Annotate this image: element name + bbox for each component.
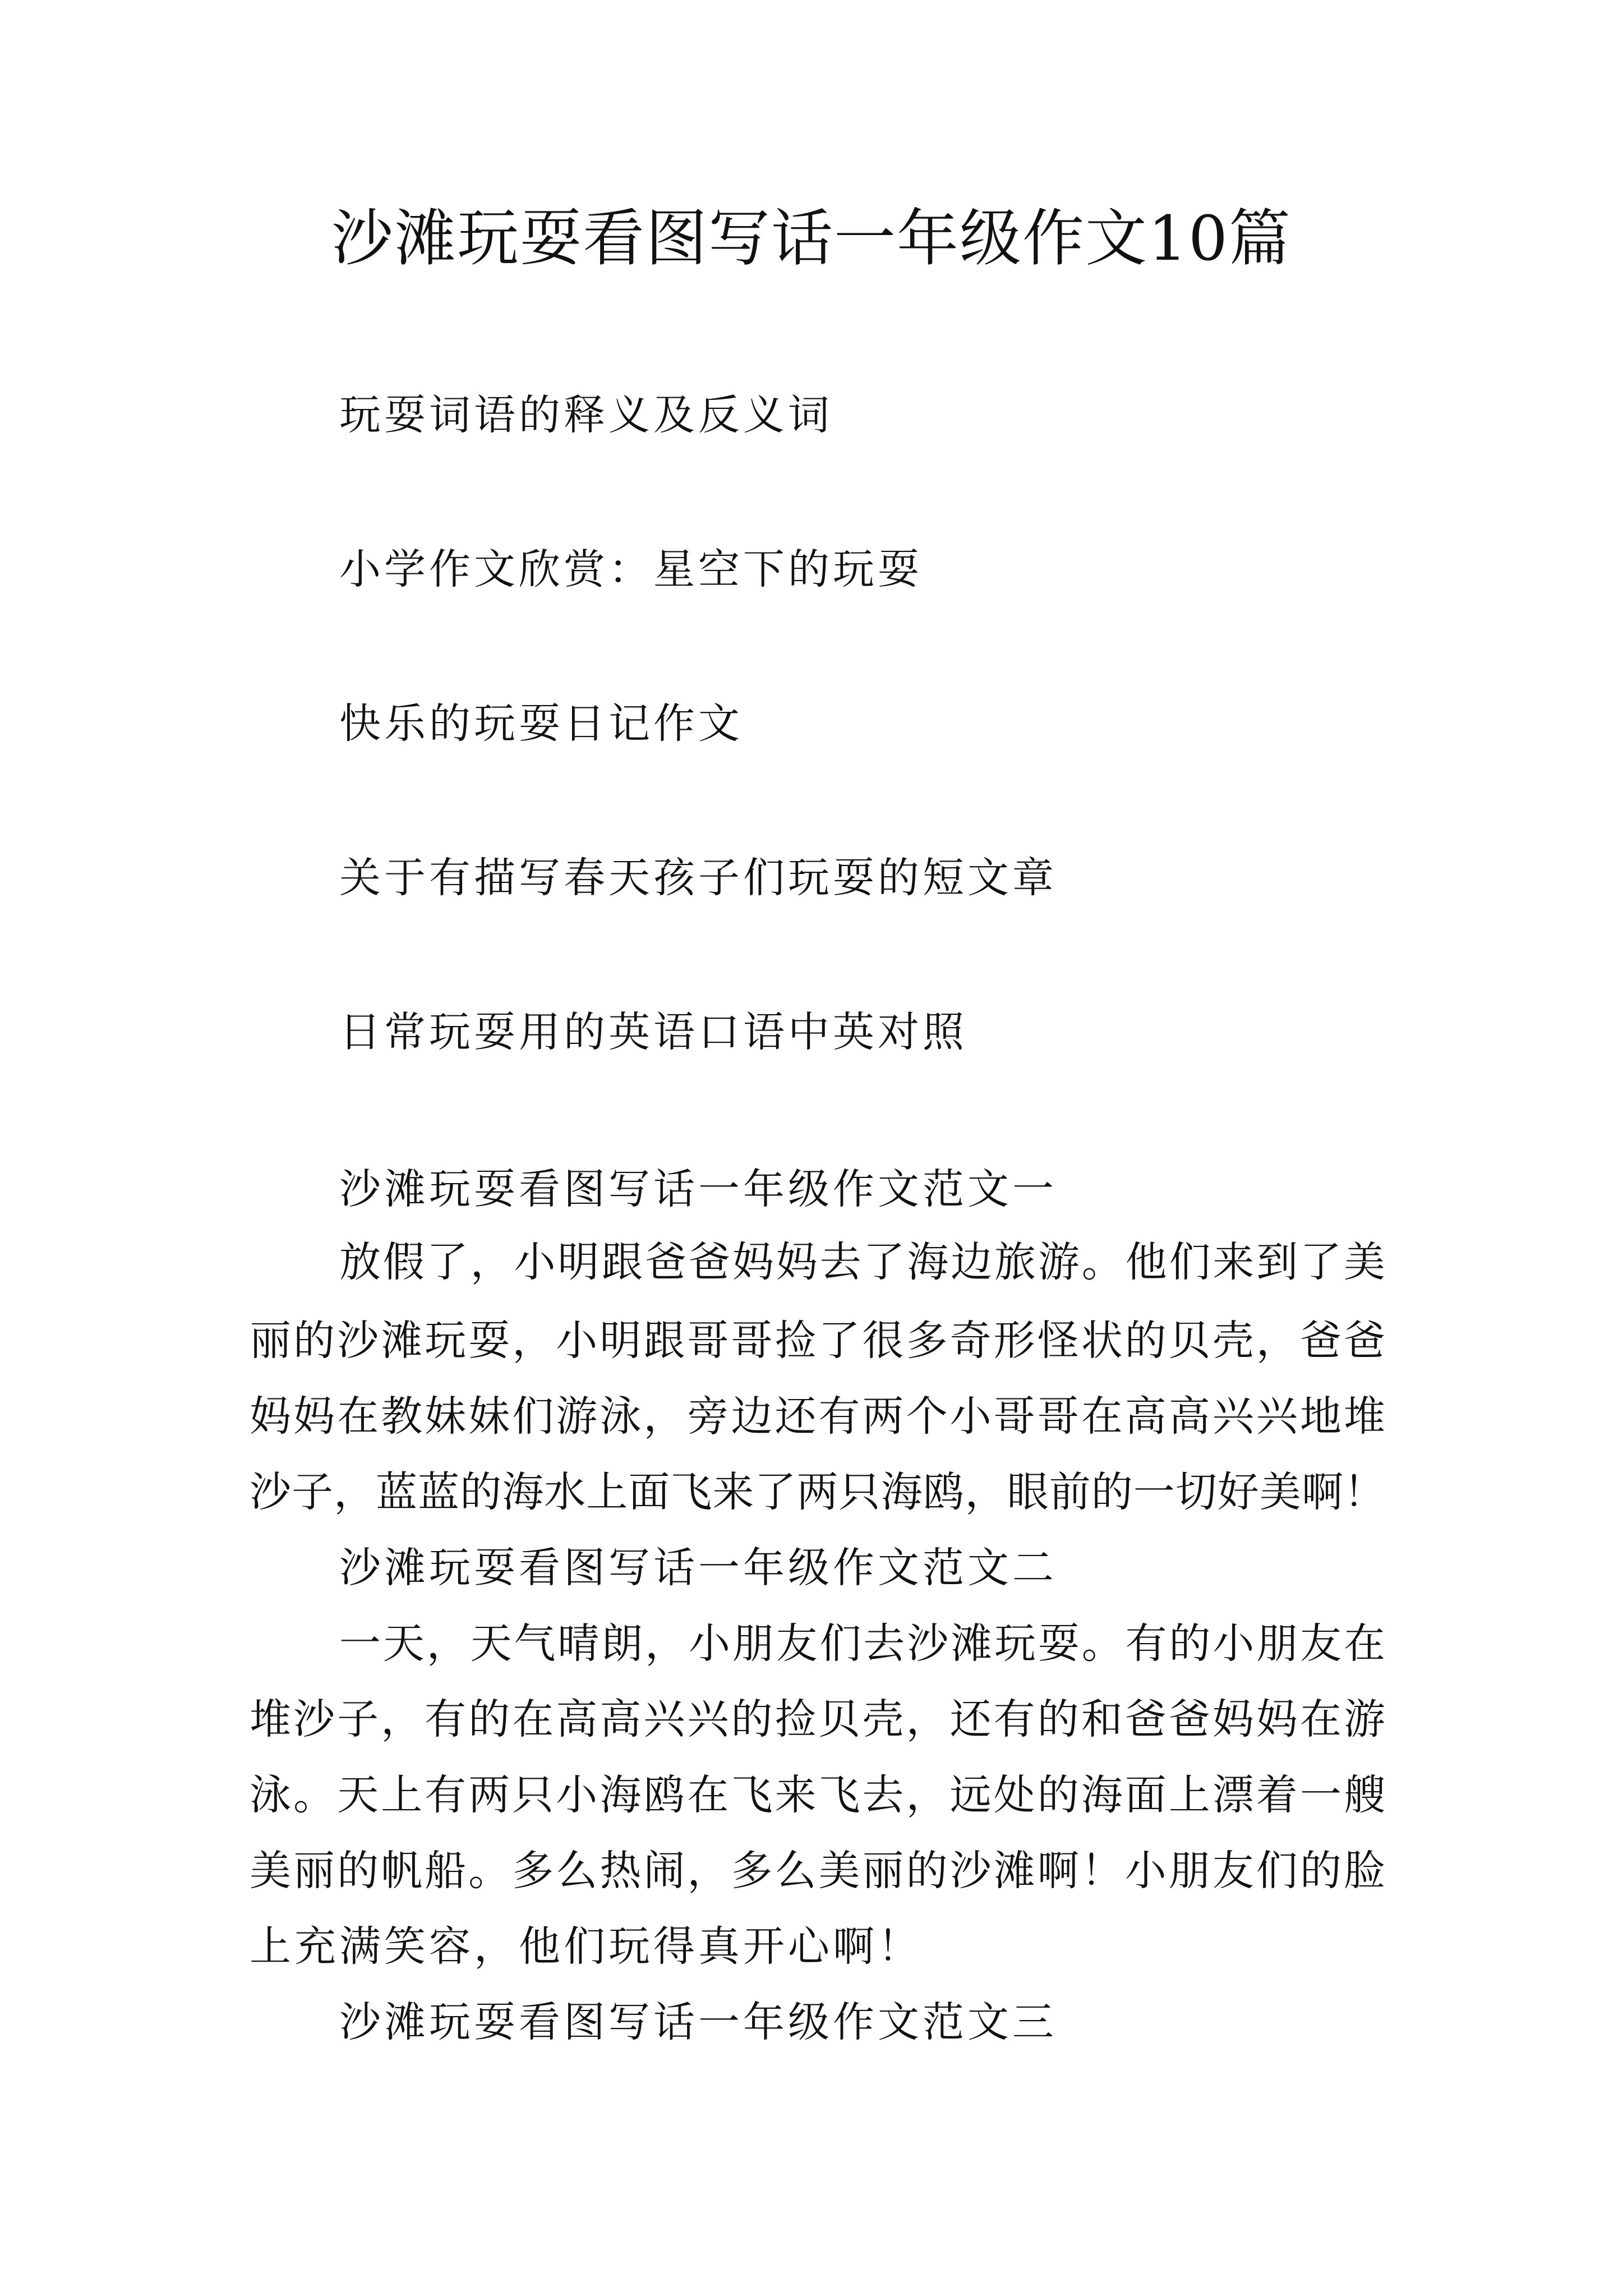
section-1-line-4: 沙子，蓝蓝的海水上面飞来了两只海鸥，眼前的一切好美啊！: [250, 1468, 1385, 1516]
section-heading-2: 沙滩玩耍看图写话一年级作文范文二: [339, 1544, 1057, 1592]
section-2-line-3: 泳。天上有两只小海鸥在飞来飞去，远处的海面上漂着一艘: [250, 1771, 1385, 1819]
section-1-line-3: 妈妈在教妹妹们游泳，旁边还有两个小哥哥在高高兴兴地堆: [250, 1392, 1385, 1441]
related-link-3[interactable]: 快乐的玩耍日记作文: [339, 700, 743, 748]
section-1-line-1: 放假了，小明跟爸爸妈妈去了海边旅游。他们来到了美: [339, 1238, 1385, 1286]
section-heading-3: 沙滩玩耍看图写话一年级作文范文三: [339, 1998, 1057, 2046]
related-link-4[interactable]: 关于有描写春天孩子们玩耍的短文章: [339, 854, 1057, 902]
section-1-line-2: 丽的沙滩玩耍，小明跟哥哥捡了很多奇形怪状的贝壳，爸爸: [250, 1317, 1385, 1365]
related-link-2[interactable]: 小学作文欣赏：星空下的玩耍: [339, 545, 923, 593]
related-link-1[interactable]: 玩耍词语的释义及反义词: [339, 391, 833, 439]
section-heading-1: 沙滩玩耍看图写话一年级作文范文一: [339, 1165, 1057, 1213]
section-2-line-5: 上充满笑容，他们玩得真开心啊！: [250, 1922, 923, 1971]
section-2-line-2: 堆沙子，有的在高高兴兴的捡贝壳，还有的和爸爸妈妈在游: [250, 1695, 1385, 1743]
related-link-5[interactable]: 日常玩耍用的英语口语中英对照: [339, 1008, 967, 1056]
section-2-line-4: 美丽的帆船。多么热闹，多么美丽的沙滩啊！小朋友们的脸: [250, 1847, 1385, 1895]
document-title: 沙滩玩耍看图写话一年级作文10篇: [331, 203, 1292, 274]
section-2-line-1: 一天，天气晴朗，小朋友们去沙滩玩耍。有的小朋友在: [339, 1619, 1385, 1668]
